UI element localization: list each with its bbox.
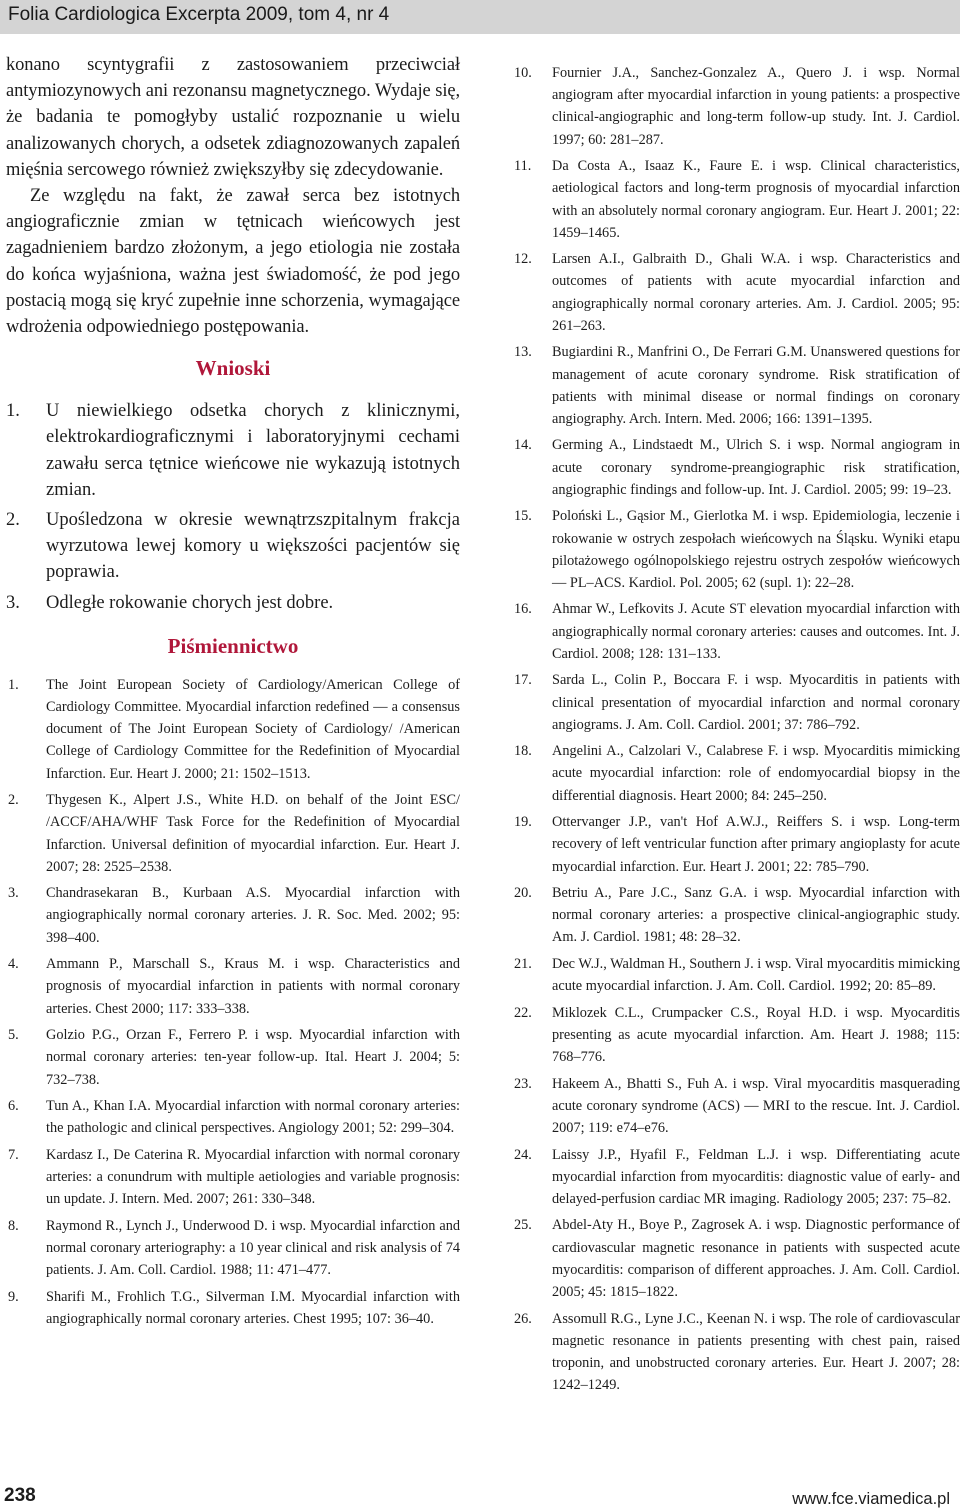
conclusion-item (6, 507, 460, 586)
reference-item-number: 19. (514, 814, 532, 831)
reference-item (512, 1308, 960, 1397)
reference-item-number: 14. (514, 437, 532, 454)
reference-item (6, 1215, 460, 1282)
reference-item-number: 12. (514, 251, 532, 268)
reference-item-text: Germing A., Lindstaedt M., Ulrich S. i wsp. Normal angiogram in acute coronary syndrome-preangiographic risk stratification, angiographic findings and follow-up. Int. J. Cardiol. 2005; 99: 19–23. (552, 437, 960, 498)
reference-item-text: Da Costa A., Isaaz K., Faure E. i wsp. Clinical characteristics, aetiological factors and long-term prognosis of myocardial infarction with an absolutely normal coronary angiogram. Eur. Heart J. 2001; 22: 1459–1465. (552, 158, 960, 241)
reference-item-text: Sharifi M., Frohlich T.G., Silverman I.M. Myocardial infarction with angiographically normal coronary arteries. Chest 1995; 107: 36–40. (46, 1288, 460, 1327)
reference-item (6, 882, 460, 949)
reference-item-text: Kardasz I., De Caterina R. Myocardial infarction with normal coronary arteries: a conundrum with multiple aetiologies and variable prognosis: un update. J. Intern. Med. 2007; 261: 330–348. (46, 1146, 460, 1208)
conclusion-item (6, 590, 460, 616)
reference-item (512, 669, 960, 736)
reference-item (6, 674, 460, 785)
reference-item-text: Thygesen K., Alpert J.S., White H.D. on behalf of the Joint ESC/ /ACCF/AHA/WHF Task Force for the Redefinition of Myocardial Infarction. Universal definition of myocardial infarction. Eur. Heart J. 2007; 28: 2525–2538. (46, 792, 460, 875)
conclusion-item-number: 2. (6, 510, 20, 531)
reference-item-text: Ahmar W., Lefkovits J. Acute ST elevation myocardial infarction with angiographically normal coronary arteries: causes and outcomes. Int. J. Cardiol. 2008; 128: 131–133. (552, 601, 960, 662)
reference-item-number: 2. (8, 792, 19, 809)
reference-item-text: Abdel-Aty H., Boye P., Zagrosek A. i wsp. Diagnostic performance of cardiovascular magnetic resonance in patients with suspected acute myocarditis: comparison of different approaches. J. Am. Coll. Cardiol. 2005; 45: 1815–1822. (552, 1217, 960, 1301)
reference-item-text: Betriu A., Pare J.C., Sanz G.A. i wsp. Myocardial infarction with normal coronary arteries: a prospective clinical-angiographic study. Am. J. Cardiol. 1981; 48: 28–32. (552, 885, 960, 946)
reference-item-number: 1. (8, 676, 19, 693)
reference-item-number: 6. (8, 1098, 19, 1114)
reference-item-number: 23. (514, 1075, 532, 1092)
conclusions-heading: Wnioski (195, 356, 271, 381)
reference-item-number: 11. (514, 158, 532, 175)
reference-item-number: 9. (8, 1288, 19, 1305)
reference-item-number: 5. (8, 1027, 19, 1044)
reference-item (6, 1144, 460, 1211)
reference-item (512, 953, 960, 997)
journal-url[interactable]: www.fce.viamedica.pl (792, 1490, 950, 1508)
reference-item-text: Golzio P.G., Orzan F., Ferrero P. i wsp. Myocardial infarction with normal coronary arteries: ten-year follow-up. Ital. Heart J. 2004; 5: 732–738. (46, 1027, 460, 1088)
conclusion-item (6, 398, 460, 503)
reference-item-text: Poloński L., Gąsior M., Gierlotka M. i wsp. Epidemiologia, leczenie i rokowanie w ostrych zespołach wieńcowych na Śląsku. Wyniki etapu pilotażowego ogólnopolskiego rejestru ostrych zespołów wieńcowych — PL–ACS. Kardiol. Pol. 2005; 62 (supl. 1): 22–28. (552, 508, 960, 591)
reference-item (6, 1024, 460, 1091)
conclusion-item-number: 1. (6, 401, 20, 422)
references-list-right (512, 62, 960, 1396)
reference-item (512, 1144, 960, 1211)
references-heading: Piśmiennictwo (167, 633, 299, 658)
reference-item-text: Laissy J.P., Hyafil F., Feldman L.J. i wsp. Differentiating acute myocardial infarction from myocarditis: diagnostic value of early- and delayed-perfusion cardiac MR imaging. Radiology 2005; 237: 75–82. (552, 1146, 960, 1207)
reference-item-number: 8. (8, 1217, 19, 1234)
reference-item-text: Tun A., Khan I.A. Myocardial infarction with normal coronary arteries: the pathologic and clinical perspectives. Angiology 2001; 52: 299–304. (46, 1098, 460, 1137)
reference-item-number: 22. (514, 1004, 532, 1021)
reference-item (6, 953, 460, 1020)
reference-item-text: Hakeem A., Bhatti S., Fuh A. i wsp. Viral myocarditis masquerading acute coronary syndrome (ACS) — MRI to the rescue. Int. J. Cardiol. 2007; 119: e74–e76. (552, 1075, 960, 1136)
reference-item-number: 16. (514, 601, 532, 618)
page-number: 238 (4, 1485, 36, 1506)
journal-title: Folia Cardiologica Excerpta 2009, tom 4, nr 4 (8, 4, 390, 25)
reference-item-text: Larsen A.I., Galbraith D., Ghali W.A. i wsp. Characteristics and outcomes of patients with acute myocardial infarction and angiographically normal coronary arteries. Am. J. Cardiol. 2005; 95: 261–263. (552, 251, 960, 334)
reference-item (512, 740, 960, 807)
reference-item (6, 1286, 460, 1330)
reference-item (512, 1073, 960, 1140)
conclusion-item-text: Odległe rokowanie chorych jest dobre. (46, 592, 334, 613)
reference-item-number: 10. (514, 65, 532, 81)
reference-item (512, 505, 960, 594)
reference-item-number: 20. (514, 885, 532, 902)
body-paragraph-2: Ze względu na fakt, że zawał serca bez istotnych angiograficznie zmian w tętnicach wieńcowych jest zagadnieniem bardzo złożonym, a jego etiologia nie została do końca wyjaśniona, ważna jest świadomość, że pod jego postacią mogą się kryć zupełnie inne schorzenia, wymagające wdrożenia odpowiedniego postępowania. (6, 186, 460, 338)
reference-item-number: 17. (514, 672, 532, 689)
reference-item-text: The Joint European Society of Cardiology/American College of Cardiology Committee. Myocardial infarction redefined — a consensus document of The Joint European Society of Cardiology/ /American College of Cardiology Committee for the Redefinition of Myocardial Infarction. Eur. Heart J. 2000; 21: 1502–1513. (46, 676, 460, 782)
reference-item (512, 1002, 960, 1069)
reference-item-text: Bugiardini R., Manfrini O., De Ferrari G.M. Unanswered questions for management of acute coronary syndrome. Risk stratification of patients with minimal disease or normal findings on coronary angiography. Arch. Intern. Med. 2006; 166: 1391–1395. (552, 344, 960, 427)
reference-item-text: Assomull R.G., Lyne J.C., Keenan N. i wsp. The role of cardiovascular magnetic resonance in patients presenting with chest pain, raised troponin, and unobstructed coronary arteries. Eur. Heart J. 2007; 28: 1242–1249. (552, 1310, 960, 1394)
reference-item-text: Miklozek C.L., Crumpacker C.S., Royal H.D. i wsp. Myocarditis presenting as acute myocardial infarction. Am. Heart J. 1988; 115: 768–776. (552, 1004, 960, 1066)
reference-item-number: 4. (8, 956, 19, 973)
reference-item (512, 1214, 960, 1303)
references-list-left (6, 674, 460, 1330)
reference-item (512, 434, 960, 501)
conclusions-list (6, 398, 460, 616)
reference-item-number: 24. (514, 1146, 532, 1163)
reference-item-text: Ottervanger J.P., van't Hof A.W.J., Reiffers S. i wsp. Long-term recovery of left ventricular function after primary angioplasty for acute myocardial infarction. Eur. Heart J. 2001; 22: 785–790. (552, 814, 960, 875)
reference-item (512, 882, 960, 949)
right-column (512, 62, 960, 1401)
reference-item-text: Fournier J.A., Sanchez-Gonzalez A., Quero J. i wsp. Normal angiogram after myocardial infarction in young patients: a prospective clinical-angiographic and long-term follow-up study. Int. J. Cardiol. 1997; 60: 281–287. (552, 65, 960, 148)
conclusion-item-text: Upośledzona w okresie wewnątrzszpitalnym frakcja wyrzutowa lewej komory u większości pacjentów się poprawia. (46, 510, 460, 583)
reference-item-number: 15. (514, 508, 532, 525)
reference-item-number: 18. (514, 743, 532, 760)
reference-item (512, 155, 960, 244)
reference-item-text: Sarda L., Colin P., Boccara F. i wsp. Myocarditis in patients with clinical presentation of myocardial infarction and normal coronary angiograms. J. Am. Coll. Cardiol. 2001; 37: 786–792. (552, 672, 960, 733)
reference-item-text: Dec W.J., Waldman H., Southern J. i wsp. Viral myocarditis mimicking acute myocardial infarction. J. Am. Coll. Cardiol. 1992; 20: 85–89. (552, 955, 960, 995)
reference-item-number: 3. (8, 885, 19, 902)
reference-item-number: 21. (514, 955, 532, 972)
reference-item-text: Ammann P., Marschall S., Kraus M. i wsp. Characteristics and prognosis of myocardial infarction in patients with normal coronary arteries. Chest 2000; 117: 333–338. (46, 956, 460, 1017)
reference-item-text: Chandrasekaran B., Kurbaan A.S. Myocardial infarction with angiographically normal coronary arteries. J. R. Soc. Med. 2002; 95: 398–400. (46, 885, 460, 946)
reference-item (512, 598, 960, 665)
reference-item-number: 13. (514, 344, 532, 361)
left-column (6, 52, 460, 1334)
body-paragraph-1: konano scyntygrafii z zastosowaniem przeciwciał antymiozynowych ani rezonansu magnetycznego. Wydaje się, że badania te pomogłyby ustalić rozpoznanie u wielu analizowanych chorych, a odsetek zdiagnozowanych zapaleń mięśnia sercowego również zwiększyłby się zdecydowanie. (6, 55, 460, 180)
reference-item (6, 789, 460, 878)
reference-item-number: 26. (514, 1310, 532, 1327)
conclusion-item-number: 3. (6, 592, 20, 613)
reference-item (512, 341, 960, 430)
reference-item-text: Angelini A., Calzolari V., Calabrese F. i wsp. Myocarditis mimicking acute myocardial infarction: role of endomyocardial biopsy in the differential diagnosis. Heart 2000; 84: 245–250. (552, 743, 960, 804)
reference-item (6, 1095, 460, 1139)
reference-item (512, 62, 960, 151)
reference-item (512, 811, 960, 878)
reference-item-number: 7. (8, 1146, 19, 1163)
conclusion-item-text: U niewielkiego odsetka chorych z klinicznymi, elektrokardiograficznymi i laboratoryjnymi cechami zawału serca tętnice wieńcowe nie wykazują istotnych zmian. (46, 401, 460, 500)
journal-header-bar (0, 0, 960, 34)
reference-item (512, 248, 960, 337)
reference-item-text: Raymond R., Lynch J., Underwood D. i wsp. Myocardial infarction and normal coronary arteriography: a 10 year clinical and risk analysis of 74 patients. J. Am. Coll. Cardiol. 1988; 11: 471–477. (46, 1217, 460, 1279)
reference-item-number: 25. (514, 1217, 532, 1234)
